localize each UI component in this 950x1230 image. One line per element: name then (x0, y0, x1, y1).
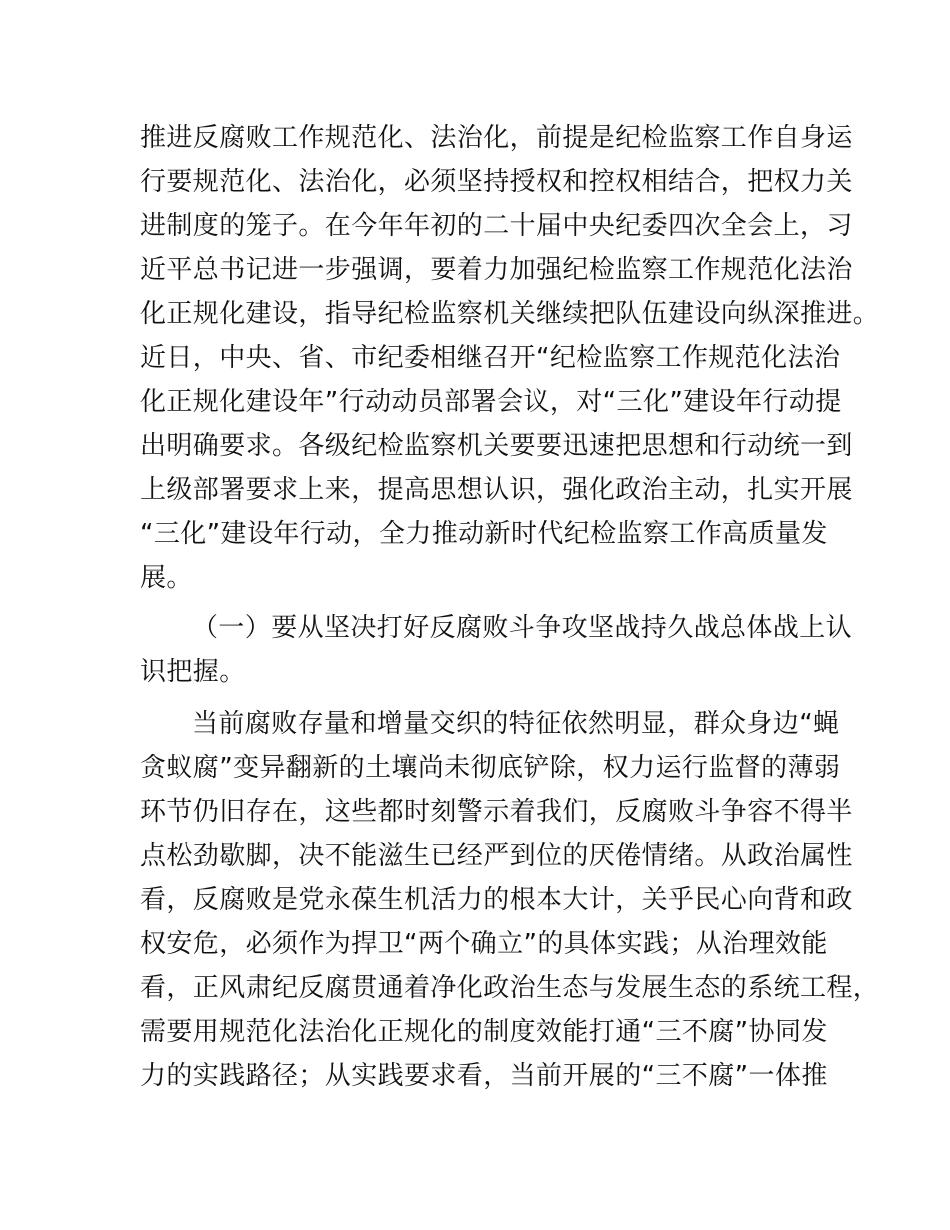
text-line: 近平总书记进一步强调，要着力加强纪检监察工作规范化法治 (140, 255, 853, 285)
text-line: 近日，中央、省、市纪委相继召开“纪检监察工作规范化法治 (140, 343, 841, 373)
text-line: 化正规化建设年”行动动员部署会议，对“三化”建设年行动提 (140, 387, 842, 417)
text-line: 推进反腐败工作规范化、法治化，前提是纪检监察工作自身运 (140, 123, 853, 153)
text-line: 上级部署要求上来，提高思想认识，强化政治主动，扎实开展 (140, 475, 853, 505)
text-line: 行要规范化、法治化，必须坚持授权和控权相结合，把权力关 (140, 167, 853, 197)
text-line: 看，反腐败是党永葆生机活力的根本大计，关乎民心向背和政 (140, 885, 853, 915)
text-line: 贪蚁腐”变异翻新的土壤尚未彻底铲除，权力运行监督的薄弱 (140, 753, 841, 783)
text-line: 出明确要求。各级纪检监察机关要要迅速把思想和行动统一到 (140, 431, 853, 461)
text-line: 环节仍旧存在，这些都时刻警示着我们，反腐败斗争容不得半 (140, 797, 853, 827)
text-line: 看，正风肃纪反腐贯通着净化政治生态与发展生态的系统工程， (140, 973, 880, 1003)
text-line: 点松劲歇脚，决不能滋生已经严到位的厌倦情绪。从政治属性 (140, 841, 853, 871)
heading-line: 识把握。 (140, 657, 246, 687)
text-line: 化正规化建设，指导纪检监察机关继续把队伍建设向纵深推进。 (140, 299, 880, 329)
text-line: 力的实践路径；从实践要求看，当前开展的“三不腐”一体推 (140, 1061, 828, 1091)
heading-line: （一）要从坚决打好反腐败斗争攻坚战持久战总体战上认 (192, 613, 853, 643)
text-line: 进制度的笼子。在今年年初的二十届中央纪委四次全会上，习 (140, 211, 853, 241)
text-line: “三化”建设年行动，全力推动新时代纪检监察工作高质量发 (140, 519, 828, 549)
text-line: 权安危，必须作为捍卫“两个确立”的具体实践；从治理效能 (140, 929, 828, 959)
text-line: 当前腐败存量和增量交织的特征依然明显，群众身边“蝇 (192, 709, 840, 739)
text-line: 展。 (140, 563, 193, 593)
text-line: 需要用规范化法治化正规化的制度效能打通“三不腐”协同发 (140, 1017, 828, 1047)
